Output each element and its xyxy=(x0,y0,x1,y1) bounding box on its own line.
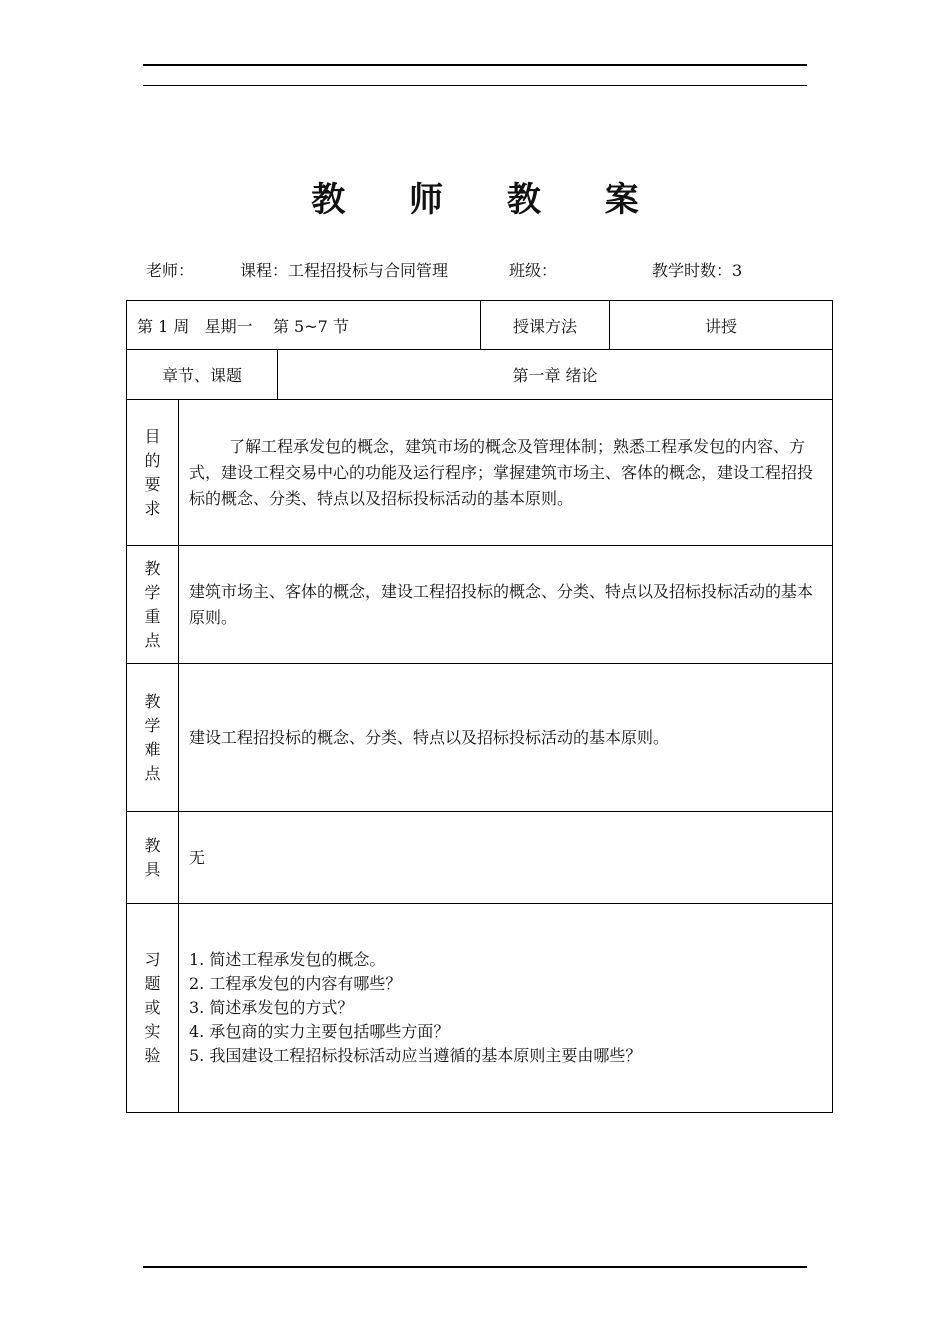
exercise-item: 5. 我国建设工程招标投标活动应当遵循的基本原则主要由哪些？ xyxy=(189,1046,642,1065)
lesson-plan-table xyxy=(126,300,833,1113)
method-label: 授课方法 xyxy=(481,301,610,350)
tools-text: 无 xyxy=(179,812,833,904)
exercises-label: 习 题 或 实 验 xyxy=(127,904,179,1113)
class-label: 班级： xyxy=(509,261,558,280)
document-title: 教 师 教 案 xyxy=(311,180,665,220)
exercises-row xyxy=(127,904,833,1113)
goals-text: 了解工程承发包的概念，建筑市场的概念及管理体制；熟悉工程承发包的内容、方式，建设工程交易中心的功能及运行程序；掌握建筑市场主、客体的概念，建设工程招投标的概念、分类、特点以及招标投标活动的基本原则。 xyxy=(179,400,833,546)
exercises-list xyxy=(179,904,833,1113)
course-label: 课程：工程招投标与合同管理 xyxy=(240,261,449,280)
goals-row xyxy=(127,400,833,546)
key-points-label: 教 学 重 点 xyxy=(127,546,179,664)
footer-rule xyxy=(143,1266,807,1268)
method-value: 讲授 xyxy=(610,301,833,350)
difficulties-label: 教 学 难 点 xyxy=(127,664,179,812)
difficulties-text: 建设工程招投标的概念、分类、特点以及招标投标活动的基本原则。 xyxy=(179,664,833,812)
schedule-cell: 第 1 周 星期一 第 5~7 节 xyxy=(127,301,481,350)
tools-row xyxy=(127,812,833,904)
teacher-label: 老师： xyxy=(146,261,195,280)
hours-label: 教学时数：3 xyxy=(652,261,743,280)
schedule-row xyxy=(127,301,833,350)
goals-label: 目 的 要 求 xyxy=(127,400,179,546)
key-points-text: 建筑市场主、客体的概念，建设工程招投标的概念、分类、特点以及招标投标活动的基本原则。 xyxy=(179,546,833,664)
chapter-label: 章节、课题 xyxy=(127,350,278,400)
header-rule-thick xyxy=(143,64,807,66)
tools-label: 教 具 xyxy=(127,812,179,904)
chapter-value: 第一章 绪论 xyxy=(278,350,833,400)
exercise-item: 1. 简述工程承发包的概念。 xyxy=(189,950,386,969)
chapter-row xyxy=(127,350,833,400)
exercise-item: 2. 工程承发包的内容有哪些？ xyxy=(189,974,402,993)
exercise-item: 3. 简述承发包的方式？ xyxy=(189,998,354,1017)
header-rule-thin xyxy=(143,85,807,86)
key-points-row xyxy=(127,546,833,664)
exercise-item: 4. 承包商的实力主要包括哪些方面？ xyxy=(189,1022,450,1041)
difficulties-row xyxy=(127,664,833,812)
